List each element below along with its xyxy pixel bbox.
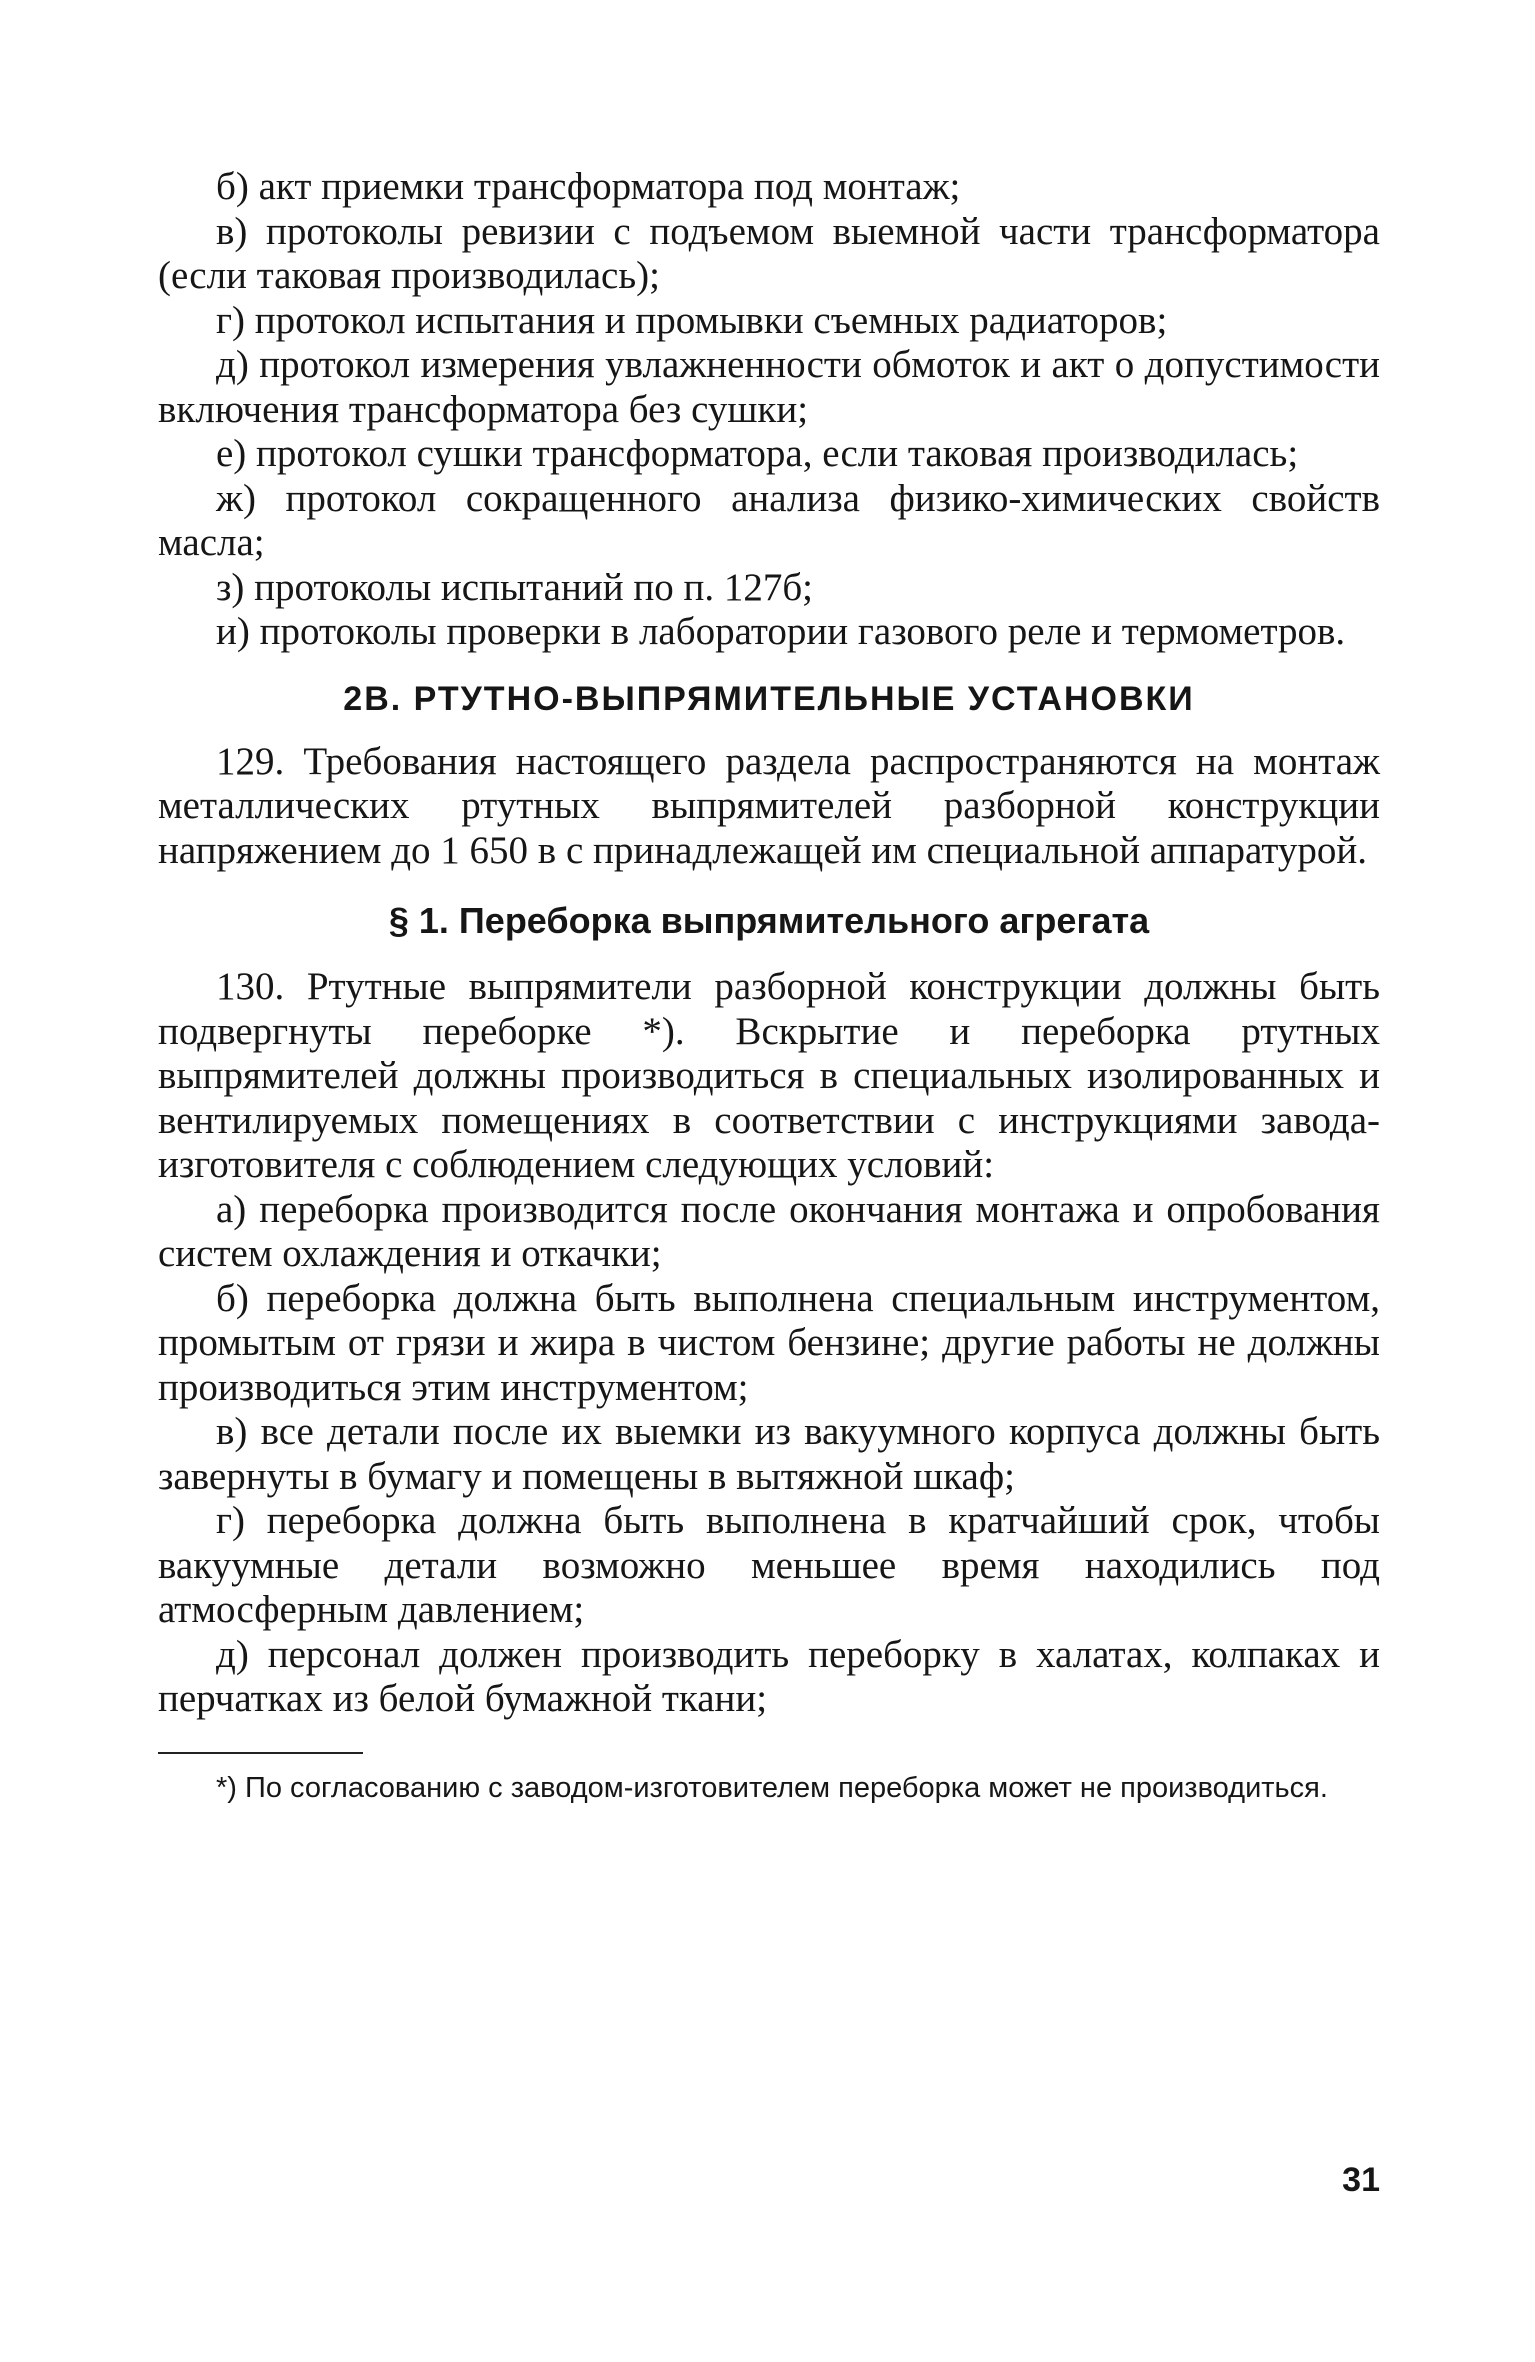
list-item-z: з) протоколы испытаний по п. 127б; xyxy=(216,565,814,609)
list-item-g: г) протокол испытания и промывки съемных радиаторов; xyxy=(216,298,1168,342)
footnote-divider xyxy=(158,1752,363,1754)
list-item-b: б) акт приемки трансформатора под монтаж; xyxy=(216,165,961,208)
list-item-v: в) протоколы ревизии с подъемом выемной части трансформатора (если таковая производилась); xyxy=(158,209,1380,297)
section-heading: 2В. РТУТНО-ВЫПРЯМИТЕЛЬНЫЕ УСТАНОВКИ xyxy=(343,679,1195,718)
condition-item-a: а) переборка производится после окончания монтажа и опробования систем охлаждения и откачки; xyxy=(158,1187,1380,1275)
subsection-heading: § 1. Переборка выпрямительного агрегата xyxy=(388,900,1150,941)
list-item-d: д) протокол измерения увлажненности обмоток и акт о допустимости включения трансформатора без сушки; xyxy=(158,343,1380,431)
condition-item-d: д) персонал должен производить переборку в халатах, колпаках и перчатках из белой бумажной ткани; xyxy=(158,1632,1380,1720)
paragraph-130: 130. Ртутные выпрямители разборной конструкции должны быть подвергнуты переборке *). Вскрытие и переборка ртутных выпрямителей должны производиться в специальных изолированных и вентилируемых помещениях в соответствии с инструкциями завода-изготовителя с соблюдением следующих условий: xyxy=(158,965,1380,1186)
condition-item-v: в) все детали после их выемки из вакуумного корпуса должны быть завернуты в бумагу и помещены в вытяжной шкаф; xyxy=(158,1410,1380,1498)
document-page xyxy=(158,165,1380,1806)
paragraph-129: 129. Требования настоящего раздела распространяются на монтаж металлических ртутных выпрямителей разборной конструкции напряжением до 1 650 в с принадлежащей им специальной аппаратурой. xyxy=(158,739,1380,872)
footnote: *) По согласованию с заводом-изготовителем переборка может не производиться. xyxy=(216,1771,1328,1804)
condition-item-b: б) переборка должна быть выполнена специальным инструментом, промытым от грязи и жира в чистом бензине; другие работы не должны производиться этим инструментом; xyxy=(158,1276,1380,1409)
list-item-zh: ж) протокол сокращенного анализа физико-химических свойств масла; xyxy=(158,476,1380,564)
list-item-i: и) протоколы проверки в лаборатории газового реле и термометров. xyxy=(216,610,1346,653)
page-number: 31 xyxy=(1342,2161,1380,2199)
condition-item-g: г) переборка должна быть выполнена в кратчайший срок, чтобы вакуумные детали возможно меньшее время находились под атмосферным давлением; xyxy=(158,1499,1380,1631)
list-item-e: е) протокол сушки трансформатора, если таковая производилась; xyxy=(216,432,1299,475)
